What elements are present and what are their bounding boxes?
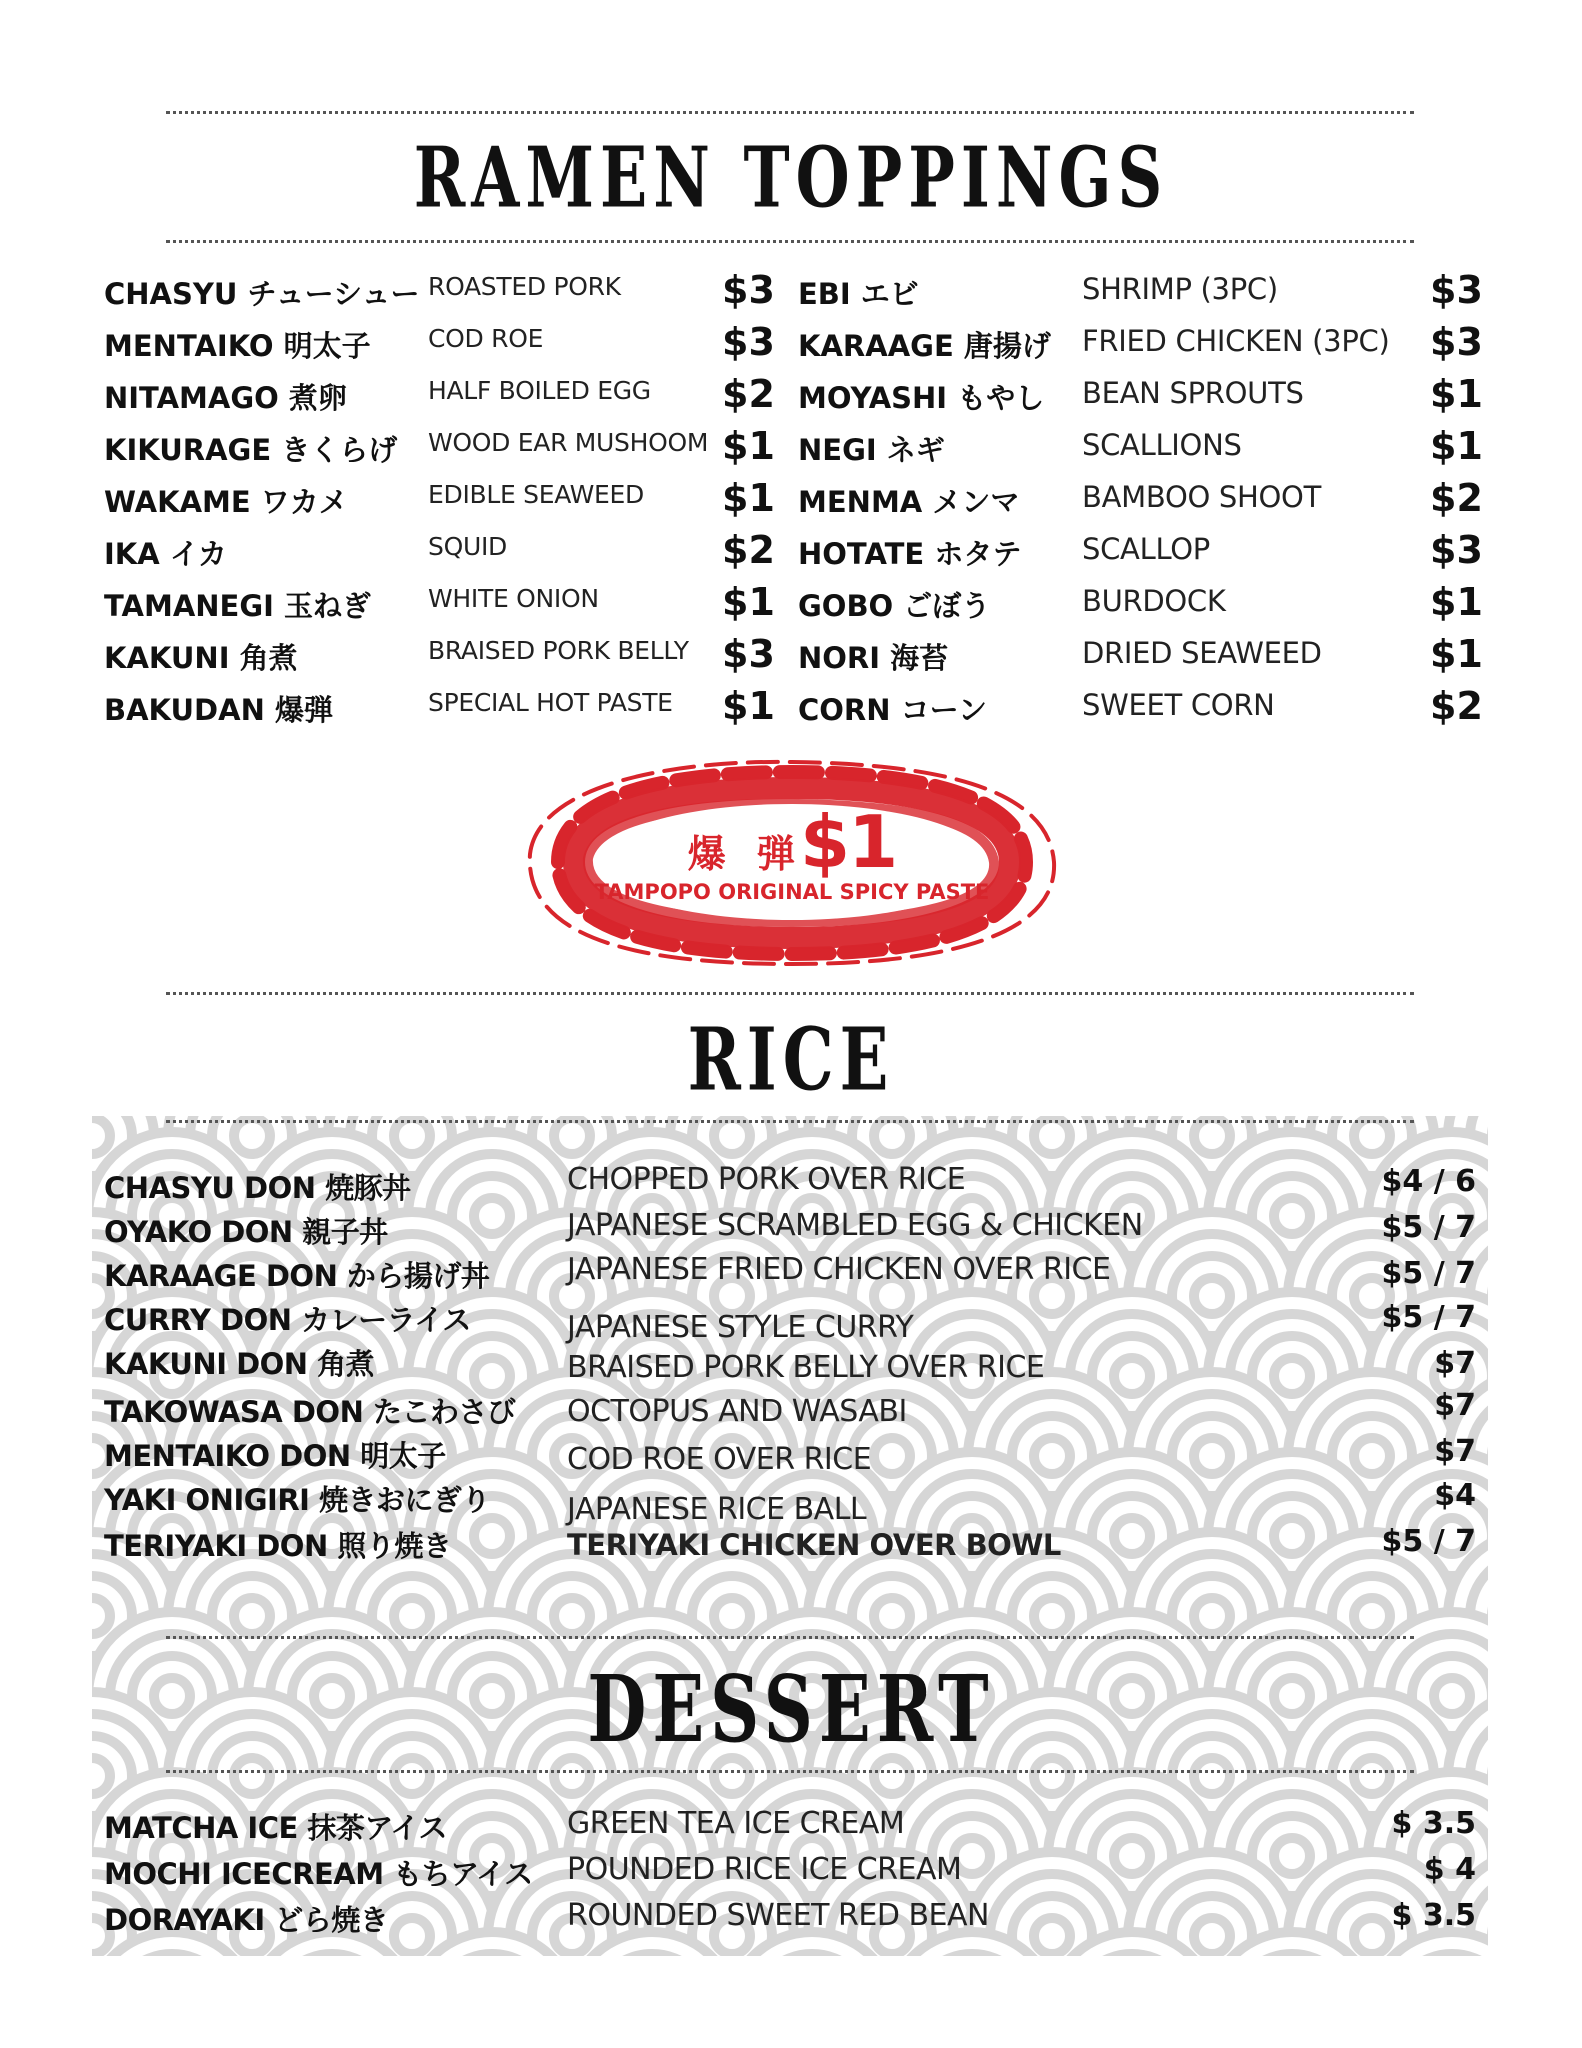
rice-item-price: $7 <box>1434 1346 1476 1381</box>
spicy-paste-stamp <box>518 758 1066 966</box>
topping-price: $1 <box>722 684 775 728</box>
dotted-divider <box>166 240 1414 243</box>
dessert-item-description: GREEN TEA ICE CREAM <box>567 1806 905 1841</box>
topping-price: $1 <box>1430 632 1483 676</box>
topping-name: KIKURAGE きくらげ <box>104 433 398 467</box>
topping-description: SQUID <box>428 532 507 561</box>
topping-row <box>0 632 1582 682</box>
topping-price: $3 <box>722 320 775 364</box>
topping-price: $3 <box>1430 320 1483 364</box>
topping-name: MENMA メンマ <box>798 485 1020 519</box>
toppings-heading: RAMEN TOPPINGS <box>413 128 1169 227</box>
topping-description: EDIBLE SEAWEED <box>428 480 645 509</box>
dessert-item-description: ROUNDED SWEET RED BEAN <box>567 1898 989 1933</box>
dessert-item-price: $ 3.5 <box>1391 1898 1476 1933</box>
rice-item-price: $5 / 7 <box>1381 1256 1476 1291</box>
dessert-item-description: POUNDED RICE ICE CREAM <box>567 1852 962 1887</box>
rice-item-description: JAPANESE STYLE CURRY <box>567 1310 914 1345</box>
topping-price: $2 <box>722 528 775 572</box>
dessert-item-name: MATCHA ICE 抹茶アイス <box>104 1811 448 1845</box>
topping-name: BAKUDAN 爆弾 <box>104 693 333 727</box>
topping-name: HOTATE ホタテ <box>798 537 1022 571</box>
rice-item-price: $4 <box>1434 1478 1476 1513</box>
topping-price: $1 <box>1430 580 1483 624</box>
topping-description: BAMBOO SHOOT <box>1082 480 1321 514</box>
dotted-divider <box>166 992 1414 995</box>
topping-price: $3 <box>722 268 775 312</box>
stamp-caption: TAMPOPO ORIGINAL SPICY PASTE <box>594 880 990 904</box>
topping-name: NEGI ネギ <box>798 433 945 467</box>
topping-price: $2 <box>1430 476 1483 520</box>
topping-description: COD ROE <box>428 324 544 353</box>
topping-name: TAMANEGI 玉ねぎ <box>104 589 372 623</box>
topping-name: WAKAME ワカメ <box>104 485 348 519</box>
topping-description: BEAN SPROUTS <box>1082 376 1304 410</box>
rice-item-description: JAPANESE FRIED CHICKEN OVER RICE <box>567 1252 1111 1287</box>
topping-description: BRAISED PORK BELLY <box>428 636 689 665</box>
dotted-divider <box>166 111 1414 114</box>
rice-item-price: $5 / 7 <box>1381 1524 1476 1559</box>
dessert-item-price: $ 4 <box>1423 1852 1476 1887</box>
topping-name: EBI エビ <box>798 277 919 311</box>
topping-row <box>0 528 1582 578</box>
topping-name: CORN コーン <box>798 693 988 727</box>
topping-description: FRIED CHICKEN (3PC) <box>1082 324 1390 358</box>
topping-description: ROASTED PORK <box>428 272 621 301</box>
rice-item-description: JAPANESE RICE BALL <box>567 1492 867 1527</box>
stamp-kanji-2: 弾 <box>756 832 795 876</box>
topping-row <box>0 320 1582 370</box>
rice-item-description: OCTOPUS AND WASABI <box>567 1394 907 1429</box>
rice-item-price: $4 / 6 <box>1381 1164 1476 1199</box>
topping-name: KAKUNI 角煮 <box>104 641 298 675</box>
dessert-item-name: MOCHI ICECREAM もちアイス <box>104 1857 533 1891</box>
rice-heading: RICE <box>687 1010 895 1112</box>
dessert-heading: DESSERT <box>587 1656 995 1764</box>
rice-item-name: TERIYAKI DON 照り焼き <box>104 1529 452 1563</box>
topping-description: BURDOCK <box>1082 584 1226 618</box>
topping-name: CHASYU チューシュー <box>104 277 420 311</box>
topping-row <box>0 580 1582 630</box>
topping-description: SWEET CORN <box>1082 688 1275 722</box>
rice-item-description: TERIYAKI CHICKEN OVER BOWL <box>567 1528 1061 1562</box>
topping-name: GOBO ごぼう <box>798 589 991 623</box>
rice-item-name: CURRY DON カレーライス <box>104 1303 471 1337</box>
topping-row <box>0 684 1582 734</box>
rice-item-description: BRAISED PORK BELLY OVER RICE <box>567 1350 1045 1385</box>
topping-description: DRIED SEAWEED <box>1082 636 1322 670</box>
topping-description: SCALLIONS <box>1082 428 1242 462</box>
topping-description: SHRIMP (3PC) <box>1082 272 1278 306</box>
topping-row <box>0 424 1582 474</box>
topping-name: MOYASHI もやし <box>798 381 1045 415</box>
rice-item-name: CHASYU DON 焼豚丼 <box>104 1171 411 1205</box>
topping-description: WHITE ONION <box>428 584 599 613</box>
topping-description: WOOD EAR MUSHOOM <box>428 428 709 457</box>
topping-row <box>0 268 1582 318</box>
rice-item-price: $7 <box>1434 1388 1476 1423</box>
dessert-item-name: DORAYAKI どら焼き <box>104 1903 389 1937</box>
rice-item-price: $5 / 7 <box>1381 1210 1476 1245</box>
topping-price: $2 <box>1430 684 1483 728</box>
topping-row <box>0 372 1582 422</box>
topping-price: $1 <box>1430 424 1483 468</box>
topping-name: MENTAIKO 明太子 <box>104 329 371 363</box>
topping-name: NITAMAGO 煮卵 <box>104 381 347 415</box>
topping-price: $3 <box>722 632 775 676</box>
rice-item-name: KARAAGE DON から揚げ丼 <box>104 1259 490 1293</box>
topping-description: HALF BOILED EGG <box>428 376 651 405</box>
rice-item-name: YAKI ONIGIRI 焼きおにぎり <box>104 1483 491 1517</box>
dotted-divider <box>166 1120 1414 1123</box>
topping-price: $1 <box>722 580 775 624</box>
rice-item-price: $7 <box>1434 1434 1476 1469</box>
rice-item-price: $5 / 7 <box>1381 1300 1476 1335</box>
rice-item-name: KAKUNI DON 角煮 <box>104 1347 375 1381</box>
rice-item-name: MENTAIKO DON 明太子 <box>104 1439 446 1473</box>
topping-price: $1 <box>722 424 775 468</box>
topping-price: $1 <box>1430 372 1483 416</box>
rice-item-description: JAPANESE SCRAMBLED EGG & CHICKEN <box>567 1208 1143 1243</box>
topping-name: NORI 海苔 <box>798 641 949 675</box>
topping-name: IKA イカ <box>104 537 227 571</box>
rice-item-name: OYAKO DON 親子丼 <box>104 1215 388 1249</box>
rice-item-description: CHOPPED PORK OVER RICE <box>567 1162 966 1197</box>
topping-row <box>0 476 1582 526</box>
topping-price: $3 <box>1430 528 1483 572</box>
topping-name: KARAAGE 唐揚げ <box>798 329 1051 363</box>
topping-description: SPECIAL HOT PASTE <box>428 688 673 717</box>
stamp-kanji-1: 爆 <box>687 832 726 876</box>
dessert-item-price: $ 3.5 <box>1391 1806 1476 1841</box>
dotted-divider <box>166 1770 1414 1773</box>
rice-item-description: COD ROE OVER RICE <box>567 1442 872 1477</box>
rice-item-name: TAKOWASA DON たこわさび <box>104 1395 516 1429</box>
topping-price: $3 <box>1430 268 1483 312</box>
stamp-price: $1 <box>800 800 897 884</box>
topping-description: SCALLOP <box>1082 532 1210 566</box>
topping-price: $2 <box>722 372 775 416</box>
dotted-divider <box>166 1636 1414 1639</box>
topping-price: $1 <box>722 476 775 520</box>
